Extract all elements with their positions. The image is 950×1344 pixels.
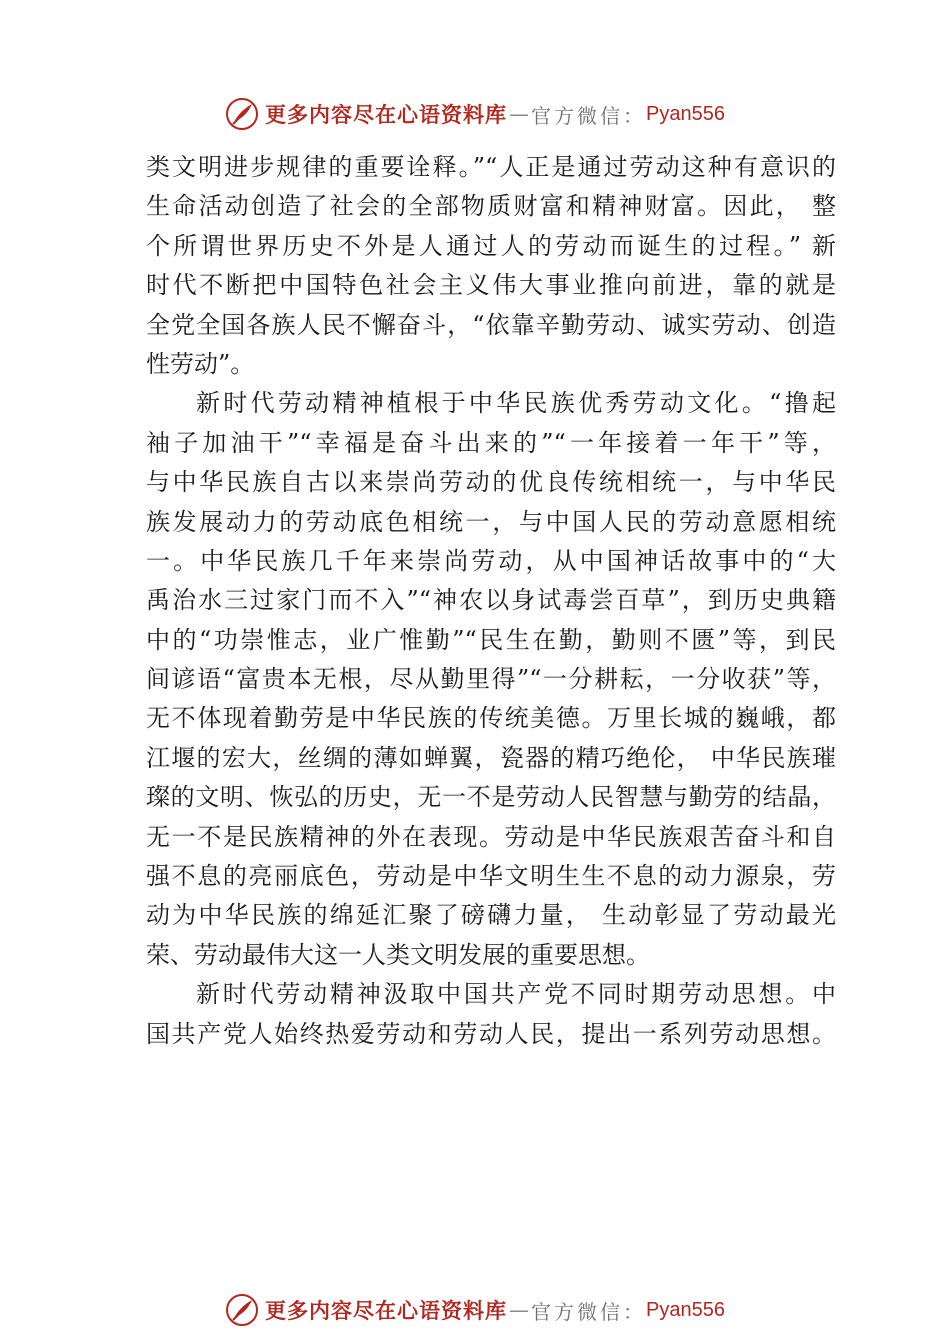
text-line: 类文明进步规律的重要诠释。”“人正是通过劳动这种有意识的: [146, 153, 836, 181]
banner-title: 更多内容尽在心语资料库: [265, 1298, 508, 1323]
text-line: 荣、劳动最伟大这一人类文明发展的重要思想。: [146, 940, 650, 969]
text-line: 无不体现着勤劳是中华民族的传统美德。万里长城的巍峨，都: [146, 704, 836, 733]
banner-wechat-id: Pyan556: [646, 102, 725, 125]
paragraph-start-line: 新时代劳动精神汲取中国共产党不同时期劳动思想。中: [196, 980, 836, 1009]
quill-logo-icon: [225, 97, 259, 131]
banner-wechat-id: Pyan556: [646, 1298, 725, 1321]
text-line: 国共产党人始终热爱劳动和劳动人民，提出一系列劳动思想。: [146, 1019, 836, 1048]
text-line: 个所谓世界历史不外是人通过人的劳动而诞生的过程。” 新: [146, 231, 836, 260]
text-line: 璨的文明、恢弘的历史，无一不是劳动人民智慧与勤劳的结晶，: [146, 783, 836, 812]
text-line: 袖子加油干”“幸福是奋斗出来的”“一年接着一年干”等，: [146, 428, 836, 457]
text-line: 一。中华民族几千年来崇尚劳动，从中国神话故事中的“大: [146, 546, 836, 575]
banner-wechat-label: 官方微信：: [531, 1299, 647, 1324]
text-line: 与中华民族自古以来崇尚劳动的优良传统相统一，与中华民: [146, 468, 836, 497]
banner-wechat-label: 官方微信：: [531, 103, 647, 128]
text-line: 江堰的宏大，丝绸的薄如蝉翼，瓷器的精巧绝伦， 中华民族璀: [146, 743, 836, 772]
banner-separator: —: [509, 102, 530, 126]
banner-separator: —: [509, 1298, 530, 1322]
text-line: 强不息的亮丽底色，劳动是中华文明生生不息的动力源泉，劳: [146, 862, 836, 891]
text-line: 中的“功崇惟志，业广惟勤”“民生在勤，勤则不匮”等，到民: [146, 625, 836, 654]
text-line: 无一不是民族精神的外在表现。劳动是中华民族艰苦奋斗和自: [146, 822, 836, 851]
text-line: 动为中华民族的绵延汇聚了磅礴力量， 生动彰显了劳动最光: [146, 901, 836, 930]
header-banner: [0, 94, 950, 134]
text-line: 生命活动创造了社会的全部物质财富和精神财富。因此， 整: [146, 192, 836, 221]
text-line: 族发展动力的劳动底色相统一，与中国人民的劳动意愿相统: [146, 507, 836, 536]
text-line: 性劳动”。: [146, 349, 255, 378]
text-line: 禹治水三过家门而不入”“神农以身试毒尝百草”，到历史典籍: [146, 586, 836, 615]
footer-banner: [0, 1290, 950, 1330]
text-line: 时代不断把中国特色社会主义伟大事业推向前进，靠的就是: [146, 271, 836, 300]
body-text: [146, 148, 836, 1054]
banner-title: 更多内容尽在心语资料库: [265, 102, 508, 127]
text-line: 间谚语“富贵本无根，尽从勤里得”“一分耕耘，一分收获”等，: [146, 665, 836, 694]
paragraph-start-line: 新时代劳动精神植根于中华民族优秀劳动文化。“撸起: [196, 389, 836, 418]
text-line: 全党全国各族人民不懈奋斗，“依靠辛勤劳动、诚实劳动、创造: [146, 310, 836, 339]
quill-logo-icon: [225, 1293, 259, 1327]
